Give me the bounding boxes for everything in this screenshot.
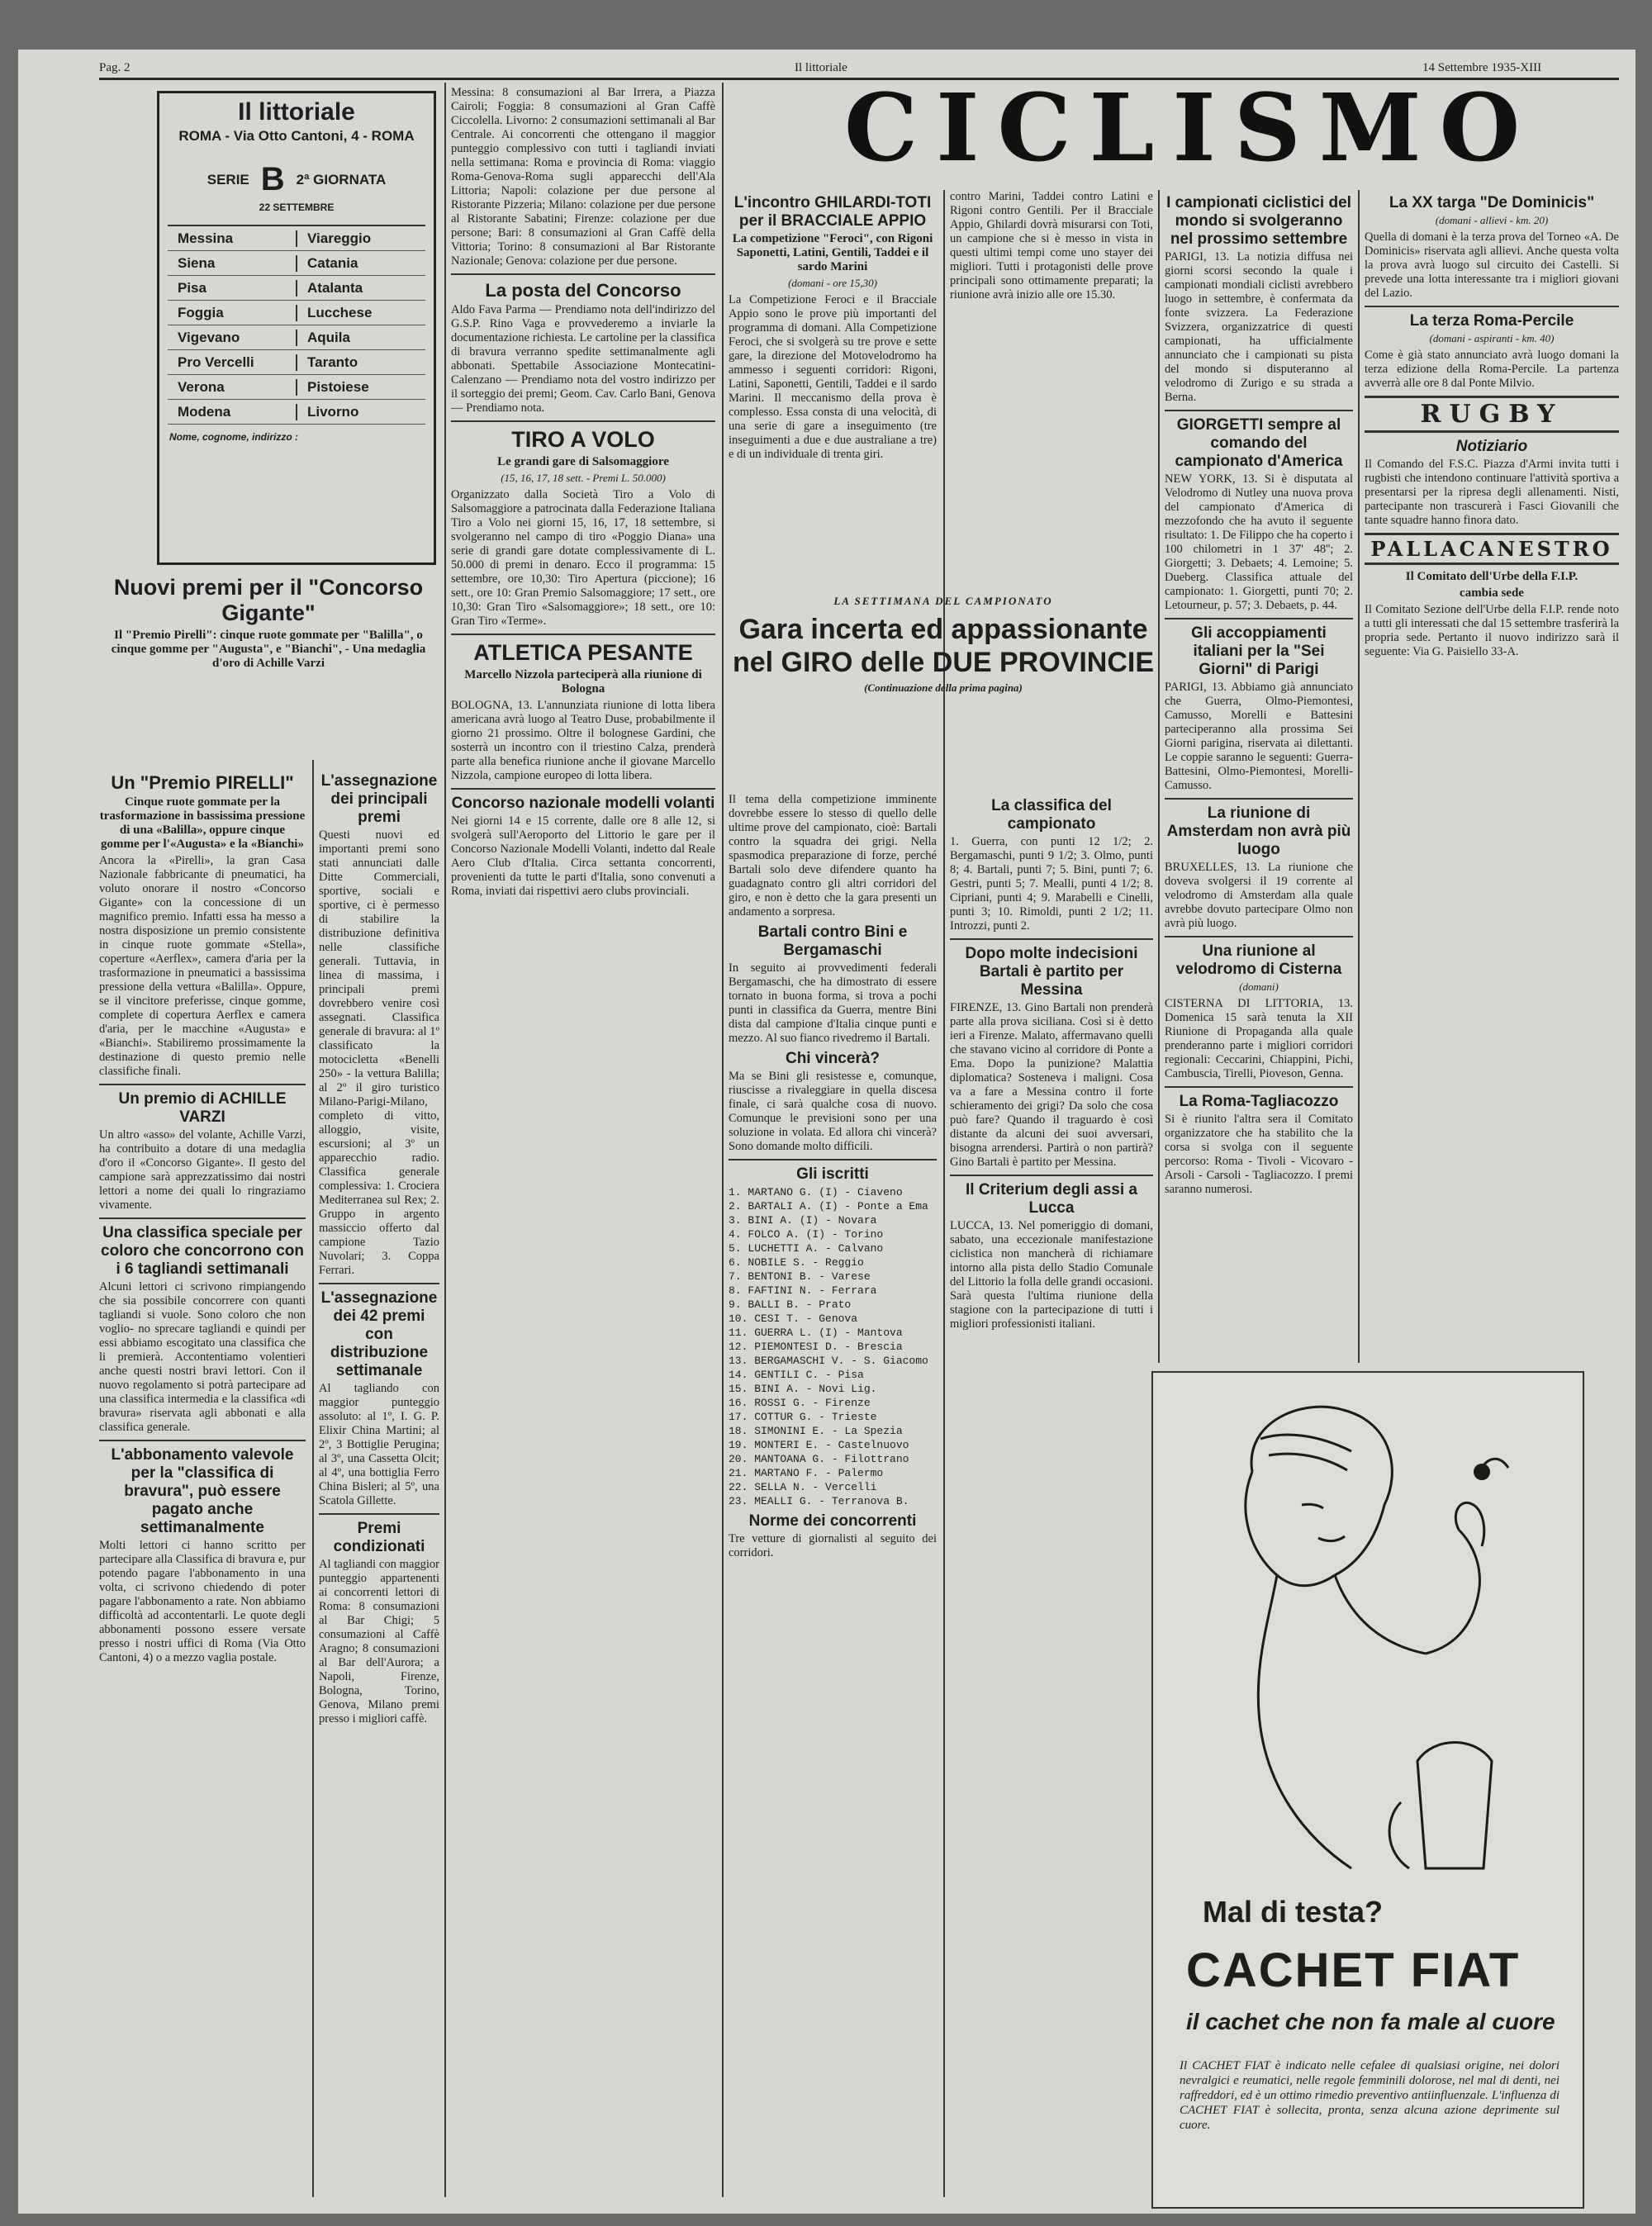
- match-row[interactable]: Pisa Atalanta: [168, 276, 425, 301]
- atletica-article: BOLOGNA, 13. L'annunziata riunione di lotta libera americana avrà luogo al Teatro Duse, probabilmente il giorno 21 prossimo. Oltre il bolognese Gardini, che sosterrà un incontro con il triestino Calza, prenderà parte alla benefica riunione anche il giovane Marcello Nizzola, campione europeo di lotta libera.: [451, 699, 715, 782]
- iscritto-entry: 19. MONTERI E. - Castelnuovo: [729, 1439, 909, 1451]
- newspaper-page: [18, 50, 1635, 2214]
- percile-article: Come è già stato annunciato avrà luogo domani la terza edizione della Roma-Percile. La partenza avverrà alle ore 8 dal Ponte Milvio.: [1365, 349, 1619, 390]
- modelli-volanti-headline: Concorso nazionale modelli volanti: [451, 795, 715, 812]
- coupon-serie: [159, 161, 434, 198]
- posta-article: Aldo Fava Parma — Prendiamo nota dell'indirizzo del G.S.P. Rino Vaga e provvederemo a inviarle la documentazione richiesta. Le cartoline per la classifica di bravura verranno spedite settimanalmente agli abbonati. Spettabile Associazione Montecatini-Calenzano — Prendiamo nota del vostro indirizzo per il sorteggio dei premi; Geom. Cav. Carlo Bani, Genova — Prendiamo nota.: [451, 303, 715, 415]
- notiziario-article: Il Comando del F.S.C. Piazza d'Armi invita tutti i rugbisti che intendono continuare l'attività sportiva a presentarsi per la ripresa degli allenamenti. Nisti, partecipante non trascurerà i Fasci Giovanili che tante squadre hanno finora dato.: [1365, 458, 1619, 527]
- ad-body: Il CACHET FIAT è indicato nelle cefalee di qualsiasi origine, nei dolori nevralgici e reumatici, nelle regole femminili dolorose, nel mal di denti, nei raffreddori, ed è un ottimo rimedio preventivo antiinfluenzale. L'influenza di CACHET FIAT è sollecita, pronta, senza alcuna azione deprimente sul cuore.: [1180, 2059, 1559, 2132]
- page-number: Pag. 2: [99, 61, 131, 74]
- coupon-date: 22 SETTEMBRE: [259, 202, 335, 213]
- concorso-headline-block: [99, 570, 438, 768]
- iscritto-entry: 14. GENTILI C. - Pisa: [729, 1369, 864, 1381]
- incontro-article: La Competizione Feroci e il Bracciale Appio sono le prove più importanti del programma di domani. Alla Competizione Feroci, che si svolgerà su tre prove e sette gare, la direzione del Motovelodromo ha ammesso i seguenti corridori: Rigoni, Latini, Saponetti, Gentili, Taddei e il sardo Marini. Il meccanismo della prova è complesso. Essa consta di una velocità, di una serie di gare a inseguimento (tre inseguimenti a due e due australiane a tre) e di un individuale di trenta giri.: [729, 293, 937, 461]
- norme-headline: Norme dei concorrenti: [748, 1512, 917, 1530]
- assegnazione-headline: L'assegnazione dei principali premi: [320, 772, 438, 826]
- pallacanestro-subhead: Il Comitato dell'Urbe della F.I.P.: [1405, 570, 1578, 583]
- match-row[interactable]: Vigevano Aquila: [168, 325, 425, 350]
- settimana-label: LA SETTIMANA DEL CAMPIONATO: [833, 595, 1053, 607]
- section-masthead: CICLISMO: [844, 74, 1539, 183]
- iscritto-entry: 18. SIMONINI E. - La Spezia: [729, 1425, 903, 1437]
- classifica-campionato-article: 1. Guerra, con punti 12 1/2; 2. Bergamaschi, punti 9 1/2; 3. Olmo, punti 8; 4. Bartali, punti 7; 5. Bini, punti 7; 6. Gestri, punti 5; 7. Mealli, punti 4 1/2; 8. Cipriani, punti 4; 9. Marabelli e Cinelli, punti 3; 10. Rimoldi, punti 2 1/2; 11. Introzzi, punti 2.: [950, 835, 1153, 933]
- classifica-speciale-headline: Una classifica speciale per coloro che concorrono con i 6 tagliandi settimanali: [101, 1224, 304, 1278]
- giorgetti-article: NEW YORK, 13. Si è disputata al Velodromo di Nutley una nuova prova del campionato d'America di mezzofondo che ha avuto il seguente risultato: 1. De Filippo che ha coperto i 100 chilometri in 1 37' 48''; 2. Giorgetti; 3. Debaets; 4. Lemoine; 5. Dueberg. Classifica attuale del campionato: 1. Giorgetti, punti 70; 2. Letourneur, p. 57; 3. Debaets, p. 44.: [1165, 472, 1353, 612]
- match-row[interactable]: Modena Livorno: [168, 400, 425, 425]
- atletica-headline: ATLETICA PESANTE: [473, 640, 693, 665]
- bartali-headline: Bartali contro Bini e Bergamaschi: [757, 923, 908, 959]
- vincera-article: Ma se Bini gli resistesse e, comunque, riuscisse a rivaleggiare in quella discesa finale, ci sarà qualche cosa di nuovo. Comunque le previsioni sono per una soluzione in volata. Ed allora chi vincerà? Sono domande molto difficili.: [729, 1070, 937, 1153]
- varzi-article: Un altro «asso» del volante, Achille Varzi, ha contribuito a dotare di una medaglia d'oro il «Concorso Gigante». Il gesto del campione sarà apprezzatissimo dai nostri lettori a nome dei quali lo ringraziamo vivamente.: [99, 1128, 306, 1212]
- assegnazione-article: Questi nuovi ed importanti premi sono stati annunciati dalle Ditte Commerciali, sportive, sociali e sportive, ci è permesso di stabilire la distribuzione definitiva nelle classifiche generali. Tuttavia, in linea di massima, i principali premi dovrebbero venire così assegnati. Classifica generale di bravura: al 1º classificato la motocicletta «Benelli 250» - la vettura Balilla; al 2º il giro turistico Milano-Parigi-Milano, completo di vitto, alloggio, visite, escursioni; al 3º un apparecchio radio. Classifica generale complessiva: 1. Crociera Mediterranea sul Rex; 2. Gruppo in argento massiccio offerto dal campione Tazio Nuvolari; 3. Coppa Ferrari.: [319, 828, 439, 1277]
- premi-settimanali-article: Al tagliando con maggior punteggio assoluto: al 1º, I. G. P. Elixir China Martini; al 2º, 3 Bottiglie Perugina; al 3º, una Cassetta Olcit; al 4º, una bottiglia Ferro China Bisleri; al 5º, una Scatola Gillette.: [319, 1382, 439, 1507]
- mondiali-headline: I campionati ciclistici del mondo si svolgeranno nel prossimo settembre: [1166, 194, 1351, 248]
- premi-condizionati-article: Al tagliandi con maggior punteggio appartenenti ai concorrenti lettori di Roma: 8 consumazioni al Bar Chigi; 5 consumazioni al Caffè Aragno; 8 consumazioni al Bar dell'Aurora; a Napoli, Firenze, Bologna, Torino, Genova, Milano premi presso i migliori caffè.: [319, 1558, 439, 1725]
- column-3: [451, 86, 715, 2200]
- tiro-headline: TIRO A VOLO: [511, 427, 655, 452]
- premi-settimanali-headline: L'assegnazione dei 42 premi con distribuzione settimanale: [320, 1289, 438, 1379]
- column-7: [1365, 190, 1619, 1363]
- pallacanestro-article: Il Comitato Sezione dell'Urbe della F.I.P. rende noto a tutti gli interessati che dal 15 settembre trasferirà la propria sede. Pertanto il nuovo indirizzo sarà il seguente: Via G. Paisiello 33-A.: [1365, 603, 1619, 658]
- de-dominicis-headline: La XX targa "De Dominicis": [1389, 194, 1595, 211]
- iscritto-entry: 11. GUERRA L. (I) - Mantova: [729, 1327, 903, 1339]
- de-dominicis-subhead: (domani - allievi - km. 20): [1435, 214, 1549, 226]
- bracciale-continuation: contro Marini, Taddei contro Latini e Rigoni contro Gentili. Per il Bracciale Appio, Ghilardi dovrà misurarsi con Toti, un campione che si è messo in vista in questi ultimi tempi come uno stayer dei migliori. Tutti i protagonisti delle prove principali sono ottimamente preparati; la riunione avrà inizio alle ore 15.30.: [950, 190, 1153, 301]
- iscritto-entry: 13. BERGAMASCHI V. - S. Giacomo: [729, 1355, 928, 1367]
- criterium-headline: Il Criterium degli assi a Lucca: [965, 1181, 1138, 1217]
- match-row[interactable]: Foggia Lucchese: [168, 301, 425, 325]
- tagliacozzo-headline: La Roma-Tagliacozzo: [1179, 1093, 1339, 1110]
- contest-coupon[interactable]: [157, 91, 436, 565]
- bartali-messina-article: FIRENZE, 13. Gino Bartali non prenderà parte alla prova siciliana. Così si è detto ieri a Firenze. Malato, affermavano quelli che stavano vicino al corridore di Ponte a Ema. Dopo la punizione? Malattia diplomatica? Sosteneva i maligni. Cosa va a fare a Messina contro il forte schieramento dei grigi? Da solo che cosa può fare? Quando il traguardo è così distante da alcuni dei suoi avversari, bisogna arrendersi. Partirà o non partirà? Gino Bartali è partito per Messina.: [950, 1001, 1153, 1169]
- amsterdam-article: BRUXELLES, 13. La riunione che doveva svolgersi il 19 corrente al velodromo di Amsterdam alla quale avrebbe dovuto partecipare Olmo non avrà più luogo.: [1165, 861, 1353, 930]
- iscritto-entry: 12. PIEMONTESI D. - Brescia: [729, 1341, 903, 1353]
- iscritto-entry: 3. BINI A. (I) - Novara: [729, 1214, 877, 1227]
- iscritto-entry: 9. BALLI B. - Prato: [729, 1298, 852, 1311]
- tiro-article: Organizzato dalla Società Tiro a Volo di Salsomaggiore a patrocinata dalla Federazione Italiana Tiro a Volo nei giorni 15, 16, 17, 18 settembre, si svolgeranno nel campo di tiro «Poggio Diana» una serie di grandi gare dotate complessivamente di L. 50.000 di premi in denaro. Ecco il programma: 15 settembre, ore 10,30: Tiro Apertura (piccione); 16 sett., ore 10: Gran Premio Salsomaggiore; 17 sett., ore 10,30: Gran Tiro «Salsomaggiore»; 18 sett., ore 10: Gran Tiro «Terme».: [451, 488, 715, 628]
- giro-headline: Gara incerta ed appassionante nel GIRO delle DUE PROVINCIE: [732, 614, 1155, 678]
- match-row[interactable]: Verona Pistoiese: [168, 375, 425, 400]
- match-row[interactable]: Pro Vercelli Taranto: [168, 350, 425, 375]
- column-divider: [1358, 190, 1360, 1363]
- column-4-lower: [729, 793, 937, 2197]
- iscritto-entry: 4. FOLCO A. (I) - Torino: [729, 1228, 884, 1241]
- iscritti-headline: Gli iscritti: [796, 1165, 869, 1183]
- rugby-section-header: RUGBY: [1365, 396, 1619, 433]
- de-dominicis-article: Quella di domani è la terza prova del Torneo «A. De Dominicis» riservata agli allievi. Anche questa volta la prova avrà luogo sul circuito dei Castelli. Si prevede una lotta interessante tra i migliori giovani del Lazio.: [1365, 230, 1619, 300]
- tiro-subhead: Le grandi gare di Salsomaggiore: [497, 455, 669, 468]
- iscritto-entry: 8. FAFTINI N. - Ferrara: [729, 1284, 877, 1297]
- ad-brand: CACHET FIAT: [1186, 1944, 1521, 1997]
- notiziario-headline: Notiziario: [1455, 438, 1528, 455]
- column-2: [319, 768, 439, 2197]
- coupon-name-field[interactable]: Nome, cognome, indirizzo :: [169, 431, 299, 443]
- iscritto-entry: 23. MEALLI G. - Terranova B.: [729, 1495, 909, 1507]
- column-divider: [722, 83, 724, 2197]
- cisterna-subhead: (domani): [1239, 980, 1279, 993]
- coupon-address: ROMA - Via Otto Cantoni, 4 - ROMA: [178, 128, 415, 144]
- iscritto-entry: 6. NOBILE S. - Reggio: [729, 1256, 864, 1269]
- iscritto-entry: 15. BINI A. - Novi Lig.: [729, 1383, 877, 1395]
- cisterna-article: CISTERNA DI LITTORIA, 13. Domenica 15 sarà tenuta la XII Riunione di Propaganda alla quale prenderanno parte i migliori corridori regionali: Ceccarini, Chiappini, Pichi, Cambuscia, Tirelli, Pioveson, Genna.: [1165, 997, 1353, 1080]
- accoppiamenti-article: PARIGI, 13. Abbiamo già annunciato che Guerra, Olmo-Piemontesi, Camusso, Morelli e Battesini parteciperanno alla prossima Sei Giorni parigina, riservata ai dilettanti. Le coppie saranno le seguenti: Guerra-Battesini, Olmo-Piemontesi, Morelli-Camusso.: [1165, 681, 1353, 792]
- concorso-headline: Nuovi premi per il "Concorso Gigante": [113, 575, 424, 625]
- tagliacozzo-article: Si è riunito l'altra sera il Comitato organizzatore che ha stabilito che la corsa si svolga con il seguente percorso: Roma - Tivoli - Vicovaro - Arsoli - Carsoli - Tagliacozzo. I premi saranno numerosi.: [1165, 1113, 1353, 1196]
- pirelli-headline: Un "Premio PIRELLI": [111, 772, 294, 793]
- pirelli-article: Ancora la «Pirelli», la gran Casa Nazionale fabbricante di pneumatici, ha voluto onorare il nostro «Concorso Gigante» con la concessione di un magnifico premio. Infatti essa ha messo a nostra disposizione un premio consistente in cinque ruote gommate «Stella», coperture «Aerflex», camera d'aria per la trasformazione in pneumatici a bassissima pressione della vettura «Balilla». Oppure, se il vincitore preferisse, cinque gomme, complete di copertura Aerflex e camera d'aria, per le macchine «Augusta» e «Bianchi». Stabiliremo prossimamente la destinazione di questo premio nelle classifiche finali.: [99, 854, 306, 1078]
- coupon-title: Il littoriale: [238, 98, 355, 126]
- column-5-top: [950, 190, 1153, 595]
- criterium-article: LUCCA, 13. Nel pomeriggio di domani, sabato, una eccezionale manifestazione ciclistica non mancherà di richiamare intorno alla pista dello Stadio Comunale del Littorio la folla delle grandi occasioni. Sarà questa l'ultima riunione della stagione con la partecipazione di tutti i migliori professionisti italiani.: [950, 1219, 1153, 1331]
- serie-letter: B: [260, 161, 285, 197]
- column-1: [99, 768, 306, 2197]
- header-date: 14 Settembre 1935-XIII: [1422, 61, 1542, 74]
- giro-article: Il tema della competizione imminente dovrebbe essere lo stesso di quello delle ultime prove del campionato, cioè: Bartali contro la squadra dei grigi. Nella spasmodica preparazione di forze, perché Bartali solo deve difendere quanto ha guadagnato contro gli altri corridori del giro, e non è detto che la gara presenti un andamento a sorpresa.: [729, 793, 937, 918]
- column-divider: [444, 83, 446, 2197]
- amsterdam-headline: La riunione di Amsterdam non avrà più luogo: [1166, 804, 1351, 858]
- iscritto-entry: 1. MARTANO G. (I) - Ciaveno: [729, 1186, 903, 1198]
- percile-subhead: (domani - aspiranti - km. 40): [1429, 332, 1555, 344]
- iscritti-list: [729, 1185, 937, 1508]
- premi-condizionati-headline: Premi condizionati: [333, 1520, 425, 1555]
- bar-prizes-list: Messina: 8 consumazioni al Bar Irrera, a Piazza Cairoli; Foggia: 8 consumazioni al Gran Caffè Ciccolella. Livorno: 2 consumazioni settimanali al Bar Centrale. Ai concorrenti che ottengano il maggior punteggio complessivo con tutti i tagliandi inviati nella settimana: Roma e provincia di Roma: viaggio Roma-Genova-Roma sugli apparecchi dell'Ala Littoria; Napoli: colazione per due persone al Ristorante Pizzeria; Milano: colazione per due persone al Ristorante Sabatini; Firenze: colazione per due persone; Bari: 8 consumazioni al Gran Caffè della Vittoria; Torino: 8 consumazioni al Bar Ristorante Nazionale; Genova: colazione per due persone.: [451, 86, 715, 268]
- pallacanestro-subhead-2: cambia sede: [1460, 586, 1524, 600]
- column-divider: [1158, 190, 1160, 1363]
- iscritto-entry: 22. SELLA N. - Vercelli: [729, 1481, 877, 1493]
- iscritto-entry: 7. BENTONI B. - Varese: [729, 1270, 871, 1283]
- serie-label: SERIE: [206, 171, 249, 187]
- giro-headline-block: [729, 595, 1158, 793]
- abbonamento-article: Molti lettori ci hanno scritto per partecipare alla Classifica di bravura e, pur potendo pagare l'abbonamento in una volta, ci scrivono chiedendo di poter pagare l'abbonamento a rate. Non abbiamo difficoltà ad accontentarli. Le quote degli abbonamenti possono essere versate presso i nostri uffici di Roma (Via Otto Cantoni, 4) o a mezzo vaglia postale.: [99, 1539, 306, 1664]
- iscritto-entry: 2. BARTALI A. (I) - Ponte a Ema: [729, 1200, 928, 1213]
- ad-headline: Mal di testa?: [1203, 1895, 1384, 1929]
- woman-illustration: [1153, 1373, 1583, 1885]
- incontro-time: (domani - ore 15,30): [788, 277, 877, 289]
- bartali-messina-headline: Dopo molte indecisioni Bartali è partito per Messina: [965, 945, 1138, 999]
- incontro-subhead: La competizione "Feroci", con Rigoni Saponetti, Latini, Gentili, Taddei e il sardo Marini: [732, 232, 933, 273]
- iscritto-entry: 20. MANTOANA G. - Filottrano: [729, 1453, 909, 1465]
- mondiali-article: PARIGI, 13. La notizia diffusa nei giorni scorsi secondo la quale i campionati mondiali ciclisti avrebbero luogo in settembre, è confermata da fonte svizzera. La Federazione Svizzera, organizzatrice di questi campionati, ha ufficialmente annunciato che i campionati su pista del mondo si disputeranno al velodromo di Zurigo e su strada a Berna.: [1165, 250, 1353, 404]
- giornata-label: 2ª GIORNATA: [296, 171, 387, 187]
- ad-slogan: il cachet che non fa male al cuore: [1186, 2009, 1555, 2034]
- match-row[interactable]: Siena Catania: [168, 251, 425, 276]
- accoppiamenti-headline: Gli accoppiamenti italiani per la "Sei Giorni" di Parigi: [1191, 624, 1327, 678]
- column-6: [1165, 190, 1353, 1363]
- column-5: [950, 793, 1153, 2197]
- giorgetti-headline: GIORGETTI sempre al comando del campionato d'America: [1175, 416, 1343, 470]
- cachet-fiat-advertisement: [1151, 1371, 1584, 2209]
- pirelli-subhead: Cinque ruote gommate per la trasformazione in bassissima pressione di una «Balilla», oppure cinque gomme per l'«Augusta» e la «Bianchi»: [99, 795, 306, 851]
- atletica-subhead: Marcello Nizzola parteciperà alla riunione di Bologna: [464, 668, 702, 695]
- giro-subhead: (Continuazione della prima pagina): [864, 681, 1023, 694]
- norme-article: Tre vetture di giornalisti al seguito dei corridori.: [729, 1532, 937, 1559]
- coupon-matches: [168, 225, 425, 425]
- classifica-speciale-article: Alcuni lettori ci scrivono rimpiangendo che sia possibile concorrere con quanti tagliandi si vuole. Sono coloro che non voglio- no sprecare tagliandi e quindi per essi abbiamo escogitato una classifica che li premierà. Accontentiamo volentieri anche questi nostri bravi lettori. Con il nuovo regolamento si potrà partecipare ad una classifica intermedia e la classifica «di bravura» riservata agli abbonati e alla classifica generale.: [99, 1280, 306, 1434]
- incontro-headline: L'incontro GHILARDI-TOTI per il BRACCIALE APPIO: [733, 194, 932, 230]
- percile-headline: La terza Roma-Percile: [1409, 312, 1574, 330]
- posta-headline: La posta del Concorso: [485, 280, 681, 301]
- concorso-intro: Il "Premio Pirelli": cinque ruote gommate per "Balilla", o cinque gomme per "Augusta", e "Bianchi", - Una medaglia d'oro di Achille Varzi: [111, 629, 426, 670]
- cisterna-headline: Una riunione al velodromo di Cisterna: [1175, 942, 1342, 978]
- modelli-volanti-article: Nei giorni 14 e 15 corrente, dalle ore 8 alle 12, si svolgerà sull'Aeroporto del Littorio le gare per il Concorso Nazionale Modelli Volanti, indetto dal Reale Aero Club d'Italia. Circa settanta concorrenti, provenienti da tutte le parti d'Italia, sono convenuti a Roma, inviati dai rispettivi aero clubs provinciali.: [451, 814, 715, 898]
- varzi-headline: Un premio di ACHILLE VARZI: [118, 1090, 287, 1126]
- iscritto-entry: 17. COTTUR G. - Trieste: [729, 1411, 877, 1423]
- column-divider: [943, 190, 945, 2197]
- iscritto-entry: 5. LUCHETTI A. - Calvano: [729, 1242, 884, 1255]
- match-row[interactable]: Messina Viareggio: [168, 226, 425, 251]
- classifica-campionato-headline: La classifica del campionato: [991, 797, 1112, 833]
- abbonamento-headline: L'abbonamento valevole per la "classifica di bravura", può essere pagato anche settimanalmente: [111, 1446, 294, 1536]
- iscritto-entry: 21. MARTANO F. - Palermo: [729, 1467, 884, 1479]
- pallacanestro-section-header: PALLACANESTRO: [1365, 533, 1619, 565]
- header-paper-name: Il littoriale: [795, 61, 847, 74]
- bartali-article: In seguito ai provvedimenti federali Bergamaschi, che ha dimostrato di essere tornato in buona forma, si trova a pochi punti in classifica da Guerra, mentre Bini dista dal campione d'Italia cinque punti e mezzo. Al suo fianco rivedremo il Bartali.: [729, 961, 937, 1045]
- tiro-dates: (15, 16, 17, 18 sett. - Premi L. 50.000): [501, 472, 666, 484]
- column-divider: [312, 760, 314, 2197]
- iscritto-entry: 10. CESI T. - Genova: [729, 1312, 858, 1325]
- iscritto-entry: 16. ROSSI G. - Firenze: [729, 1397, 871, 1409]
- vincera-headline: Chi vincerà?: [785, 1050, 881, 1067]
